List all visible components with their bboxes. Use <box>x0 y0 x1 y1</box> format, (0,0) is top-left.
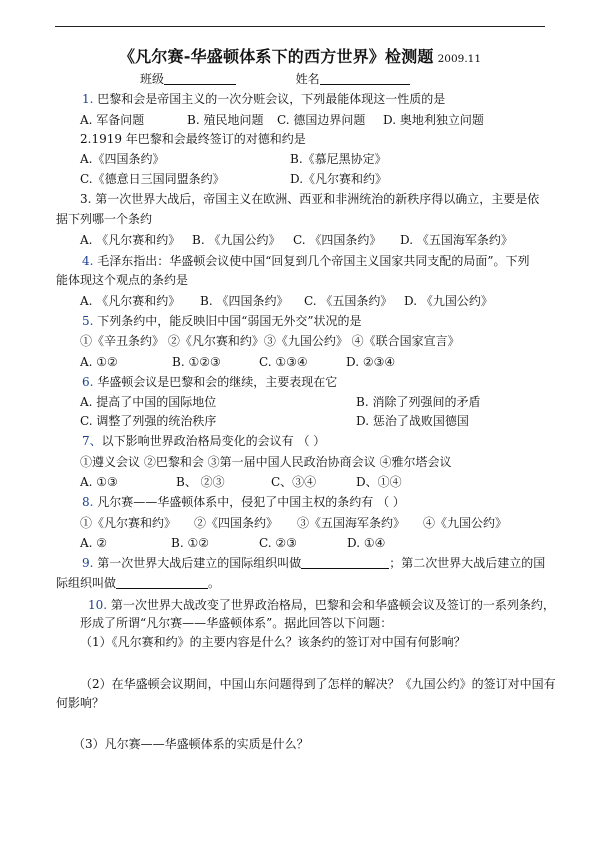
q7-option-d: D、①④ <box>356 475 402 489</box>
q10-sub-2: （2）在华盛顿会议期间，中国山东问题得到了怎样的解决？《九国公约》的签订对中国有 <box>80 677 556 691</box>
question-3-cont: 据下列哪一个条约 <box>56 212 153 226</box>
class-blank[interactable] <box>164 71 236 85</box>
q10-sub-2-cont: 何影响？ <box>56 696 105 710</box>
question-7 <box>82 432 325 450</box>
q6-option-c: C. 调整了列强的统治秩序 <box>80 414 217 428</box>
question-stem-end: 。 <box>208 576 221 590</box>
q5-option-d: D. ②③④ <box>346 355 396 369</box>
q8-item-1: ①《凡尔赛和约》 <box>80 516 177 530</box>
q8-option-a: A. ② <box>80 536 108 550</box>
q8-item-2: ②《四国条约》 <box>194 516 279 530</box>
question-10-cont: 形成了所谓“凡尔赛——华盛顿体系”。据此回答以下问题： <box>80 616 393 630</box>
question-number: 1. <box>82 92 94 106</box>
q5-option-c: C. ①③④ <box>259 355 308 369</box>
q2-option-d: D.《凡尔赛和约》 <box>290 172 388 186</box>
question-number: 8. <box>82 495 94 509</box>
question-number: 7、 <box>82 434 102 448</box>
class-name-row <box>140 70 410 88</box>
q8-item-3: ③《五国海军条约》 <box>297 516 406 530</box>
q4-option-b: B. 《四国条约》 <box>200 294 289 308</box>
class-label: 班级 <box>140 72 165 86</box>
q3-option-a: A. 《凡尔赛和约》 <box>80 233 181 247</box>
question-stem: 下列条约中，能反映旧中国“弱国无外交”状况的是 <box>93 314 362 328</box>
q8-option-c: C. ②③ <box>259 536 297 550</box>
top-rule <box>55 26 545 27</box>
q1-option-c: C. 德国边界问题 <box>277 113 366 127</box>
q5-option-b: B. ①②③ <box>172 355 221 369</box>
q4-option-d: D. 《九国公约》 <box>404 294 493 308</box>
q6-option-b: B. 消除了列强间的矛盾 <box>356 395 481 409</box>
question-stem-cont: ；第二次世界大战后建立的国 <box>389 556 546 570</box>
name-blank[interactable] <box>320 71 410 85</box>
q1-option-b: B. 殖民地问题 <box>187 113 264 127</box>
question-stem: 第一次世界大战改变了世界政治格局，巴黎和会和华盛顿会议及签订的一系列条约， <box>107 598 555 612</box>
q5-items: ①《辛丑条约》 ②《凡尔赛和约》③《九国公约》 ④《联合国家宣言》 <box>80 334 460 348</box>
question-4 <box>82 252 530 270</box>
title-row <box>0 44 600 67</box>
q8-option-b: B. ①② <box>171 536 209 550</box>
answer-blank-2[interactable] <box>116 575 208 589</box>
q1-option-d: D. 奥地利独立问题 <box>383 113 484 127</box>
q3-option-d: D. 《五国海军条约》 <box>400 233 513 247</box>
question-number: 10. <box>88 598 108 612</box>
q3-option-c: C. 《四国条约》 <box>293 233 382 247</box>
q4-option-a: A. 《凡尔赛和约》 <box>80 294 181 308</box>
question-stem: 巴黎和会是帝国主义的一次分赃会议，下列最能体现这一性质的是 <box>93 92 446 106</box>
q2-option-a: A.《四国条约》 <box>80 152 165 166</box>
question-stem: 凡尔赛——华盛顿体系中，侵犯了中国主权的条约有 （ ） <box>93 495 405 509</box>
name-label: 姓名 <box>295 72 320 86</box>
q7-option-a: A. ①③ <box>80 475 118 489</box>
question-number: 4. <box>82 254 94 268</box>
q10-sub-3: （3）凡尔赛——华盛顿体系的实质是什么？ <box>73 737 309 751</box>
q2-option-c: C.《德意日三国同盟条约》 <box>80 172 225 186</box>
question-6 <box>82 373 337 391</box>
question-stem: 以下影响世界政治格局变化的会议有 （ ） <box>101 434 326 448</box>
question-stem: 毛泽东指出：华盛顿会议使中国“回复到几个帝国主义国家共同支配的局面”。下列 <box>93 254 530 268</box>
q7-items: ①遵义会议 ②巴黎和会 ③第一届中国人民政治协商会议 ④雅尔塔会议 <box>80 455 452 469</box>
q8-option-d: D. ①④ <box>347 536 386 550</box>
question-1 <box>82 90 445 108</box>
question-4-cont: 能体现这个观点的条约是 <box>56 273 189 287</box>
q10-sub-1: （1）《凡尔赛和约》的主要内容是什么？该条约的签订对中国有何影响？ <box>80 635 466 649</box>
q8-item-4: ④《九国公约》 <box>423 516 508 530</box>
question-9-cont <box>56 574 220 592</box>
q6-option-d: D. 惩治了战败国德国 <box>356 414 469 428</box>
question-stem: 际组织叫做 <box>56 576 117 590</box>
q4-option-c: C. 《五国条约》 <box>304 294 393 308</box>
question-10 <box>88 596 555 614</box>
q5-option-a: A. ①② <box>80 355 118 369</box>
exam-date: 2009.11 <box>437 53 482 65</box>
question-stem: 第一次世界大战后建立的国际组织叫做 <box>93 556 302 570</box>
question-stem: 华盛顿会议是巴黎和会的继续，主要表现在它 <box>93 375 338 389</box>
question-number: 9. <box>82 556 94 570</box>
question-9 <box>82 554 545 572</box>
q1-option-a: A. 军备问题 <box>80 113 145 127</box>
answer-blank-1[interactable] <box>301 555 389 569</box>
q7-option-b: B、 ②③ <box>176 475 225 489</box>
q2-option-b: B.《慕尼黑协定》 <box>290 152 387 166</box>
question-3: 3. 第一次世界大战后，帝国主义在欧洲、西亚和非洲统治的新秩序得以确立，主要是依 <box>80 192 540 206</box>
question-2: 2.1919 年巴黎和会最终签订的对德和约是 <box>80 132 306 146</box>
page-title: 《凡尔赛-华盛顿体系下的西方世界》检测题 <box>118 47 434 66</box>
q7-option-c: C、③④ <box>271 475 317 489</box>
question-8 <box>82 493 405 511</box>
question-number: 6. <box>82 375 94 389</box>
question-number: 5. <box>82 314 94 328</box>
q3-option-b: B. 《九国公约》 <box>192 233 281 247</box>
question-5 <box>82 312 362 330</box>
q6-option-a: A. 提高了中国的国际地位 <box>80 395 217 409</box>
